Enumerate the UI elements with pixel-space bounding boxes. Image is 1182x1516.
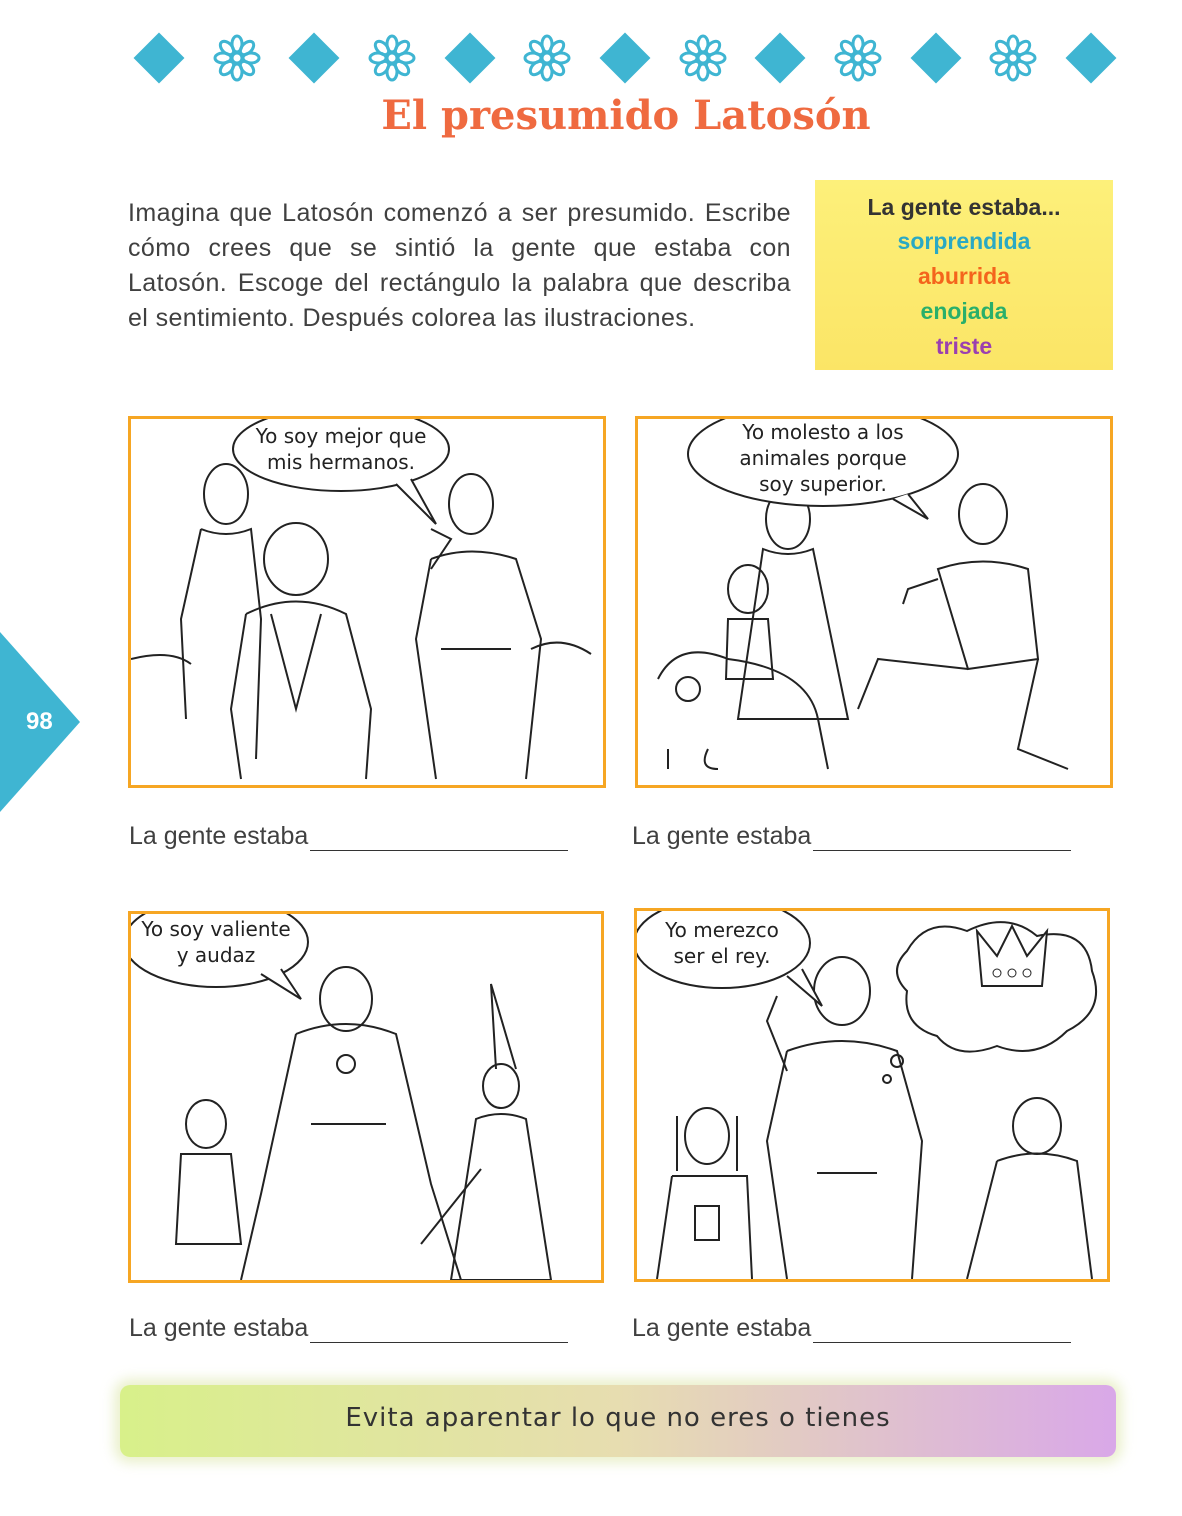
answer-row-4: [632, 1314, 1071, 1343]
illustration: [131, 914, 601, 1280]
flower-icon: [833, 33, 883, 83]
word-option: triste: [935, 333, 993, 359]
comic-panel-1: [128, 416, 606, 788]
answer-label: La gente estaba: [632, 1314, 812, 1342]
flower-icon: [367, 33, 417, 83]
diamond-icon: [289, 33, 340, 84]
flower-icon: [678, 33, 728, 83]
comic-panel-4: [634, 908, 1110, 1282]
speech-bubble-line: Yo molesto a los: [742, 420, 904, 444]
answer-blank[interactable]: [310, 827, 568, 851]
speech-bubble-line: Yo merezco: [665, 918, 779, 942]
word-box-title: La gente estaba...: [867, 194, 1061, 220]
diamond-icon: [910, 33, 961, 84]
answer-row-1: [129, 822, 568, 851]
flower-icon: [522, 33, 572, 83]
word-option: sorprendida: [897, 228, 1031, 254]
illustration: [637, 911, 1107, 1279]
ornament-row: [135, 28, 1115, 88]
diamond-icon: [444, 33, 495, 84]
comic-panel-3: [128, 911, 604, 1283]
motto-text: Evita aparentar lo que no eres o tienes: [345, 1403, 891, 1433]
illustration: [638, 419, 1110, 785]
answer-blank[interactable]: [813, 827, 1071, 851]
answer-label: La gente estaba: [129, 1314, 309, 1342]
diamond-icon: [1065, 33, 1116, 84]
speech-bubble-line: ser el rey.: [673, 944, 771, 968]
flower-icon: [988, 33, 1038, 83]
word-option: enojada: [920, 298, 1008, 324]
answer-label: La gente estaba: [129, 822, 309, 850]
diamond-icon: [755, 33, 806, 84]
flower-icon: [212, 33, 262, 83]
illustration: [131, 419, 603, 785]
diamond-icon: [134, 33, 185, 84]
answer-row-2: [632, 822, 1071, 851]
speech-bubble-line: animales porque: [739, 446, 907, 470]
speech-bubble-line: mis hermanos.: [266, 450, 416, 474]
answer-label: La gente estaba: [632, 822, 812, 850]
comic-panel-2: [635, 416, 1113, 788]
instructions-text: Imagina que Latosón comenzó a ser presumido. Escribe cómo crees que se sintió la gente que estaba con Latosón. Escoge del rectángulo la palabra que describa el sentimiento. Después colorea las ilustraciones.: [128, 199, 791, 332]
diamond-icon: [599, 33, 650, 84]
word-option: aburrida: [917, 263, 1011, 289]
speech-bubble-line: Yo soy mejor que: [255, 424, 427, 448]
word-box: [815, 180, 1113, 370]
speech-bubble-line: y audaz: [176, 943, 256, 967]
page-title: El presumido Latosón: [381, 92, 871, 139]
answer-blank[interactable]: [813, 1319, 1071, 1343]
speech-bubble-line: soy superior.: [759, 472, 887, 496]
answer-blank[interactable]: [310, 1319, 568, 1343]
speech-bubble-line: Yo soy valiente: [141, 917, 291, 941]
motto-banner: [120, 1385, 1116, 1457]
answer-row-3: [129, 1314, 568, 1343]
page-number: 98: [26, 708, 53, 735]
